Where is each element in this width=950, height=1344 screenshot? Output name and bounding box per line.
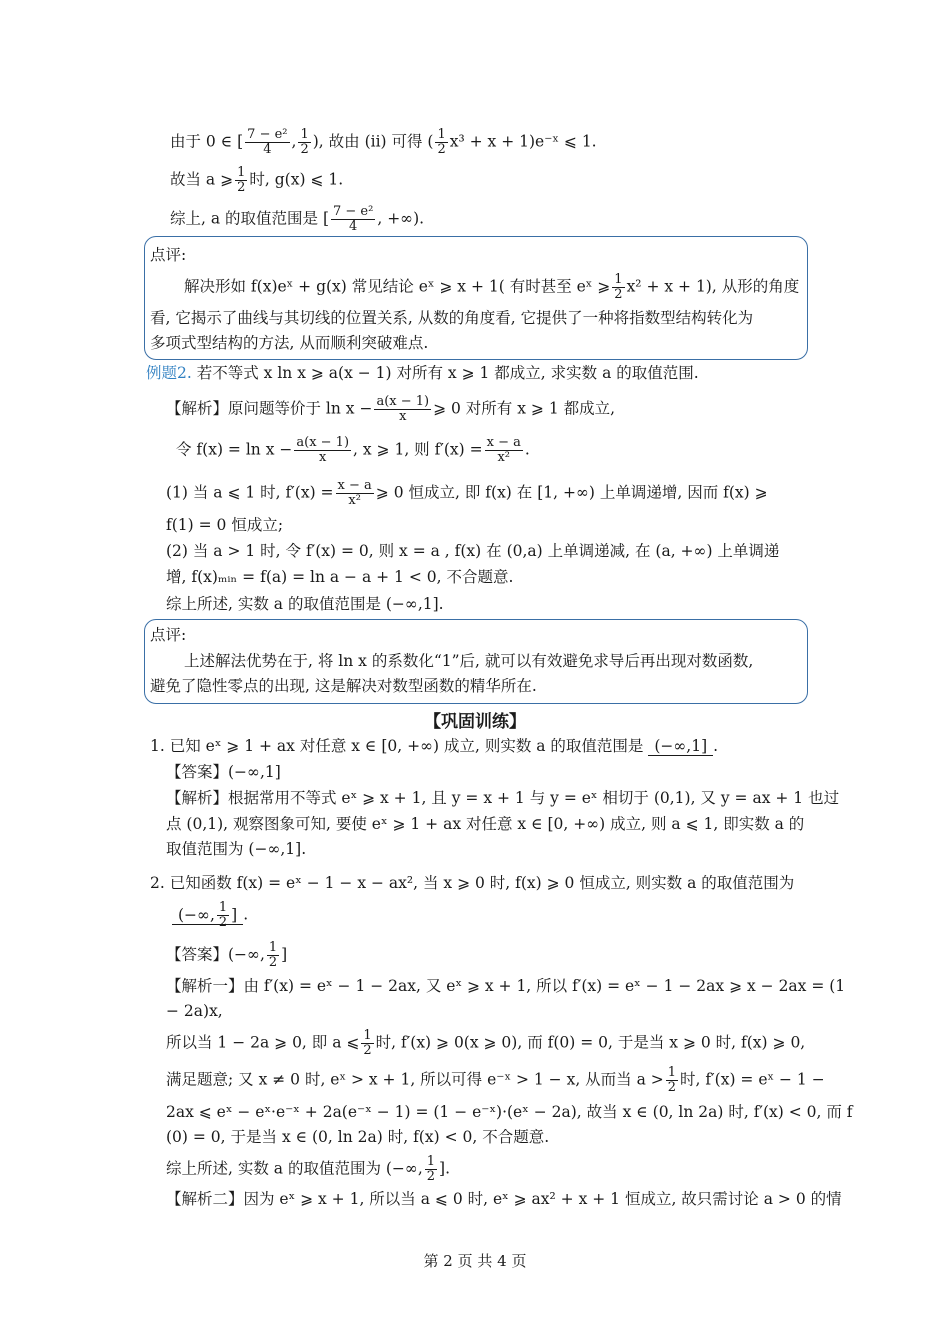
fraction: $\frac{a(x - 1)}{x}$: [376, 394, 430, 424]
solution-line: 【解析】根据常用不等式 eˣ ⩾ x + 1, 且 y = x + 1 与 y = eˣ 相切于 (0,1), 又 y = ax + 1 也过: [166, 789, 840, 807]
fraction: $\frac{1}{2}$: [218, 900, 228, 930]
answer-blank: (−∞,1]: [648, 737, 713, 756]
comment-line: 避免了隐性零点的出现, 这是解决对数型函数的精华所在.: [150, 677, 537, 695]
fraction: $\frac{1}{2}$: [426, 1154, 436, 1184]
answer-line: 【答案】(−∞, $\frac{1}{2}$ ]: [166, 940, 288, 970]
fraction: $\frac{1}{2}$: [437, 127, 446, 157]
text-line: 故当 a ⩾ $\frac{1}{2}$ 时, g(x) ⩽ 1.: [170, 165, 344, 195]
fraction: $\frac{a(x - 1)}{x}$: [296, 435, 350, 465]
text: 由于 0 ∈ [: [170, 132, 244, 151]
solution-line: 令 f(x) = ln x − $\frac{a(x - 1)}{x}$ , x ⩾ 1, 则 f′(x) = $\frac{x - a}{\text{x²}}$ .: [176, 435, 530, 465]
answer-line: 【答案】(−∞,1]: [166, 763, 281, 781]
solution-line: 2ax ⩽ eˣ − eˣ·e⁻ˣ + 2a(e⁻ˣ − 1) = (1 − e⁻ˣ)·(eˣ − 2a), 故当 x ∈ (0, ln 2a) 时, f′(x) < 0, 而 f: [166, 1103, 853, 1121]
comment-label: 点评:: [150, 626, 187, 644]
fraction: $\frac{1}{2}$: [268, 940, 278, 970]
solution-line: 所以当 1 − 2a ⩾ 0, 即 a ⩽ $\frac{1}{2}$ 时, f′(x) ⩾ 0(x ⩾ 0), 而 f(0) = 0, 于是当 x ⩾ 0 时, f(x) ⩾ 0,: [166, 1028, 806, 1058]
fraction: $\frac{1}{2}$: [667, 1065, 677, 1095]
fraction: $\frac{\text{7 − e²}}{4}$: [247, 127, 288, 157]
answer-blank-line: (−∞, $\frac{1}{2}$ ] .: [172, 901, 248, 930]
solution-line: (1) 当 a ⩽ 1 时, f′(x) = $\frac{x - a}{\text{x²}}$ ⩾ 0 恒成立, 即 f(x) 在 [1, +∞) 上单调递增, 因而 f(x) ⩾: [166, 478, 768, 508]
question-line: 1. 已知 eˣ ⩾ 1 + ax 对任意 x ∈ [0, +∞) 成立, 则实数 a 的取值范围是 (−∞,1] .: [150, 737, 719, 755]
example-label: 例题2.: [146, 364, 192, 382]
comment-line: 解决形如 f(x)eˣ + g(x) 常见结论 eˣ ⩾ x + 1( 有时甚至 eˣ ⩾ $\frac{1}{2}$ x² + x + 1), 从形的角度: [184, 272, 800, 302]
fraction: $\frac{1}{2}$: [237, 165, 246, 195]
comment-line: 上述解法优势在于, 将 ln x 的系数化“1”后, 就可以有效避免求导后再出现对数函数,: [184, 652, 754, 670]
solution-line: 【解析一】由 f′(x) = eˣ − 1 − 2ax, 又 eˣ ⩾ x + 1, 所以 f′(x) = eˣ − 1 − 2ax ⩾ x − 2ax = (1: [166, 977, 846, 995]
solution-line: 取值范围为 (−∞,1].: [166, 840, 307, 858]
fraction: $\frac{1}{2}$: [363, 1028, 372, 1058]
fraction: $\frac{x - a}{\text{x²}}$: [337, 478, 372, 508]
solution-line: − 2a)x,: [166, 1002, 223, 1020]
solution-line: 【解析二】因为 eˣ ⩾ x + 1, 所以当 a ⩽ 0 时, eˣ ⩾ ax² + x + 1 恒成立, 故只需讨论 a > 0 的情: [166, 1190, 842, 1208]
section-title: 【巩固训练】: [424, 712, 526, 732]
page-footer: 第 2 页 共 4 页: [423, 1252, 527, 1270]
solution-line: 【解析】原问题等价于 ln x − $\frac{a(x - 1)}{x}$ ⩾ 0 对所有 x ⩾ 1 都成立,: [166, 394, 616, 424]
question-line: 2. 已知函数 f(x) = eˣ − 1 − x − ax², 当 x ⩾ 0 时, f(x) ⩾ 0 恒成立, 则实数 a 的取值范围为: [150, 874, 795, 892]
comment-label: 点评:: [150, 246, 187, 264]
fraction: $\frac{x - a}{\text{x²}}$: [486, 435, 521, 465]
text-line: 由于 0 ∈ [ $\frac{\text{7 − e²}}{4}$ , $\frac{1}{2}$ ), 故由 (ii) 可得 ( $\frac{1}{2}$ x³ + x + 1)e⁻ˣ ⩽ 1.: [170, 127, 597, 157]
fraction: $\frac{1}{2}$: [614, 272, 623, 302]
example-text: 若不等式 x ln x ⩾ a(x − 1) 对所有 x ⩾ 1 都成立, 求实数 a 的取值范围.: [196, 364, 699, 382]
solution-line: 满足题意; 又 x ≠ 0 时, eˣ > x + 1, 所以可得 e⁻ˣ > 1 − x, 从而当 a > $\frac{1}{2}$ 时, f′(x) = eˣ − 1 −: [166, 1065, 825, 1095]
comment-line: 多项式型结构的方法, 从而顺利突破难点.: [150, 334, 429, 352]
solution-line: (2) 当 a > 1 时, 令 f′(x) = 0, 则 x = a , f(x) 在 (0,a) 上单调递减, 在 (a, +∞) 上单调递: [166, 542, 780, 560]
solution-line: 点 (0,1), 观察图象可知, 要使 eˣ ⩾ 1 + ax 对任意 x ∈ [0, +∞) 成立, 则 a ⩽ 1, 即实数 a 的: [166, 815, 805, 833]
fraction: $\frac{\text{7 − e²}}{4}$: [333, 204, 374, 234]
example-heading: [146, 362, 699, 384]
solution-line: (0) = 0, 于是当 x ∈ (0, ln 2a) 时, f(x) < 0, 不合题意.: [166, 1128, 550, 1146]
solution-line: 增, f(x)ₘᵢₙ = f(a) = ln a − a + 1 < 0, 不合题意.: [166, 568, 514, 586]
text-line: 综上, a 的取值范围是 [ $\frac{\text{7 − e²}}{4}$ , +∞).: [170, 204, 425, 234]
solution-line: f(1) = 0 恒成立;: [166, 516, 284, 534]
answer-blank: (−∞, $\frac{1}{2}$ ]: [172, 906, 243, 925]
fraction: $\frac{1}{2}$: [300, 127, 309, 157]
solution-line: 综上所述, 实数 a 的取值范围是 (−∞,1].: [166, 595, 444, 613]
solution-line: 综上所述, 实数 a 的取值范围为 (−∞, $\frac{1}{2}$ ].: [166, 1154, 451, 1184]
comment-line: 看, 它揭示了曲线与其切线的位置关系, 从数的角度看, 它提供了一种将指数型结构转化为: [150, 309, 754, 327]
